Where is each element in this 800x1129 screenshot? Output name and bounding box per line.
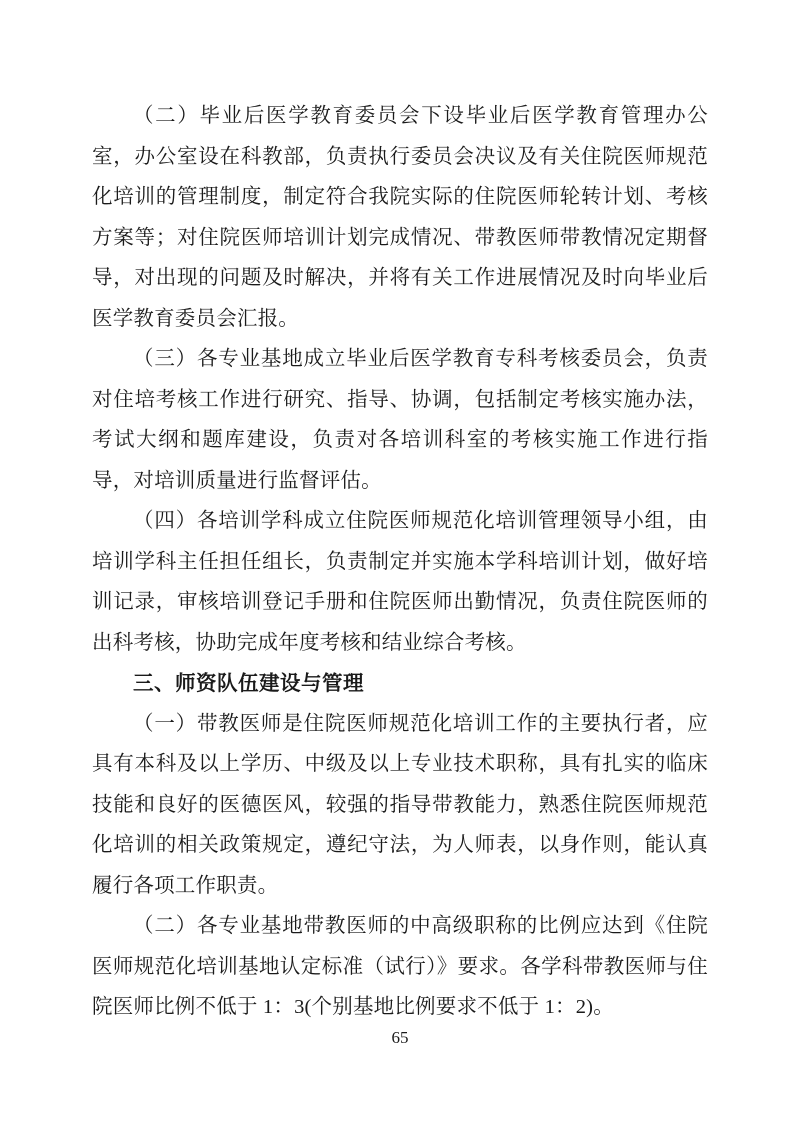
paragraph-section2-item3: （三）各专业基地成立毕业后医学教育专科考核委员会，负责对住培考核工作进行研究、指导、协调，包括制定考核实施办法，考试大纲和题库建设，负责对各培训科室的考核实施工作进行指导，对培训质量进行监督评估。 <box>92 348 708 492</box>
section-heading-faculty: 三、师资队伍建设与管理 <box>133 671 364 695</box>
paragraph-section3-item2: （二）各专业基地带教医师的中高级职称的比例应达到《住院医师规范化培训基地认定标准（试行）》要求。各学科带教医师与住院医师比例不低于 1：3(个别基地比例要求不低于 1：2)。 <box>92 915 708 1018</box>
page-body <box>92 96 708 1028</box>
paragraph-section2-item2: （二）毕业后医学教育委员会下设毕业后医学教育管理办公室，办公室设在科教部，负责执行委员会决议及有关住院医师规范化培训的管理制度，制定符合我院实际的住院医师轮转计划、考核方案等；对住院医师培训计划完成情况、带教医师带教情况定期督导，对出现的问题及时解决，并将有关工作进展情况及时向毕业后医学教育委员会汇报。 <box>92 105 708 330</box>
paragraph-section3-item1: （一）带教医师是住院医师规范化培训工作的主要执行者，应具有本科及以上学历、中级及以上专业技术职称，具有扎实的临床技能和良好的医德医风，较强的指导带教能力，熟悉住院医师规范化培训的相关政策规定，遵纪守法，为人师表，以身作则，能认真履行各项工作职责。 <box>92 712 708 897</box>
paragraph-section2-item4: （四）各培训学科成立住院医师规范化培训管理领导小组，由培训学科主任担任组长，负责制定并实施本学科培训计划，做好培训记录，审核培训登记手册和住院医师出勤情况，负责住院医师的出科考核，协助完成年度考核和结业综合考核。 <box>92 510 708 654</box>
page-number: 65 <box>391 1028 409 1047</box>
